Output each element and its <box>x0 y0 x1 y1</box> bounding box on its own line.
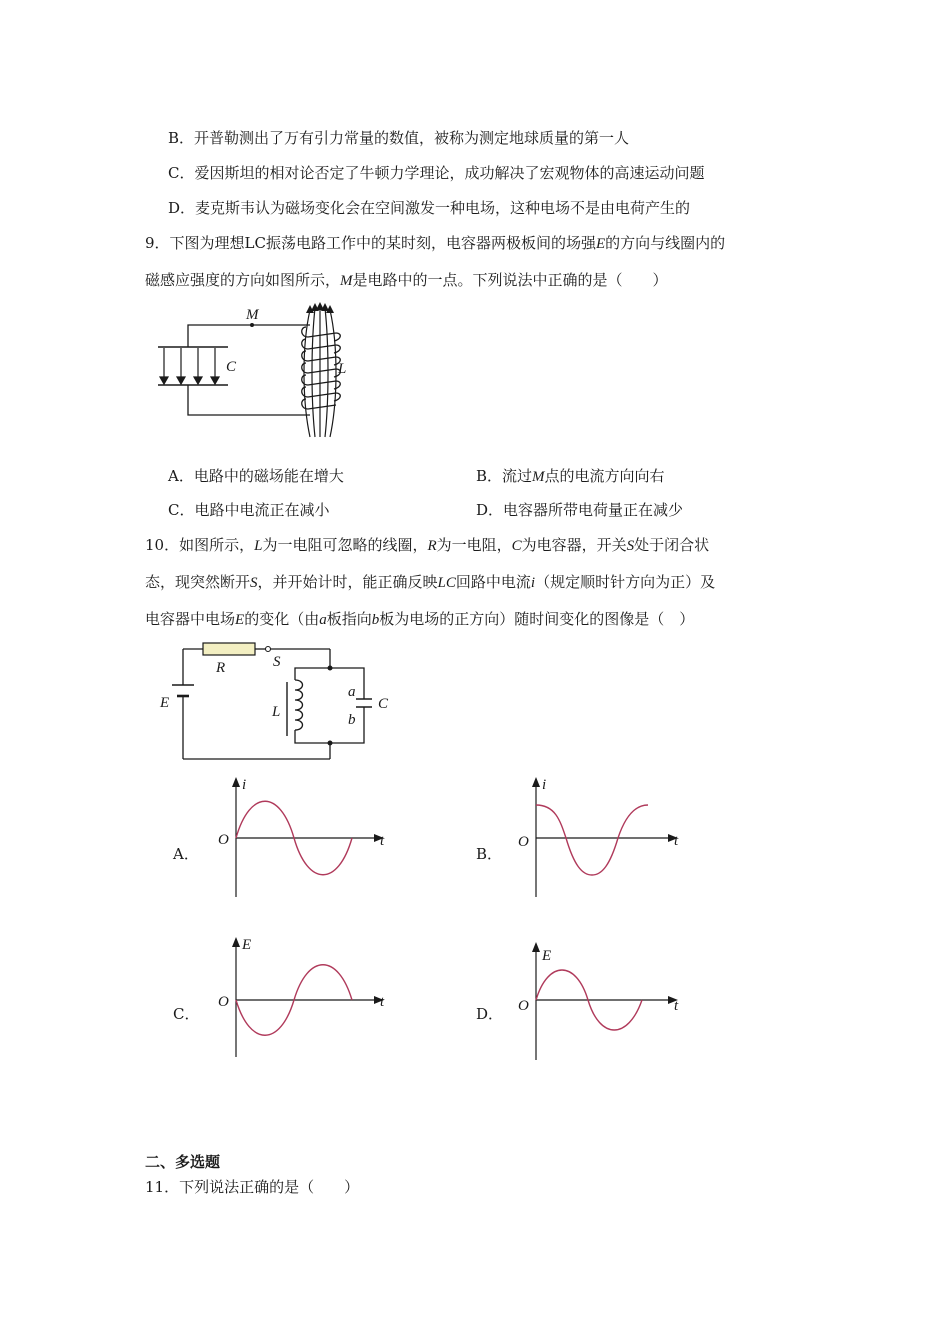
resistor-r <box>203 643 255 655</box>
graph-c-origin-label: O <box>218 994 229 1010</box>
graph-b-curve <box>536 805 648 875</box>
q9-stem-line1: 9．下图为理想LC振荡电路工作中的某时刻，电容器两极板间的场强E的方向与线圈内的 <box>145 234 726 252</box>
graph-d-yaxis-label: E <box>542 948 552 964</box>
graph-b-yaxis-label: i <box>542 777 547 793</box>
q10-label-r: R <box>216 660 226 676</box>
graph-a-origin-label: O <box>218 832 229 848</box>
q9-option-c: C．电路中电流正在减小 <box>168 501 330 519</box>
graph-a-yaxis-label: i <box>242 777 247 793</box>
q10-graph-a-label: A． <box>173 845 199 863</box>
q9-lc-circuit-figure <box>150 305 370 440</box>
q8-option-d: D．麦克斯韦认为磁场变化会在空间激发一种电场，这种电场不是由电荷产生的 <box>168 199 691 217</box>
q9-fig-label-c: C <box>226 359 237 375</box>
graph-c-xaxis-label: t <box>380 994 385 1010</box>
q10-graph-b-label: B． <box>476 845 503 863</box>
q10-graph-c-label: C． <box>173 1005 200 1023</box>
q10-graph-d <box>510 940 690 1065</box>
q9-stem-line2: 磁感应强度的方向如图所示，M是电路中的一点。下列说法中正确的是（ ） <box>145 271 668 289</box>
graph-c-yaxis-label: E <box>242 937 252 953</box>
graph-b-xaxis-label: t <box>674 833 679 849</box>
q9-option-d: D．电容器所带电荷量正在减少 <box>476 501 684 519</box>
q10-graph-a <box>210 775 390 900</box>
q10-stem-line2: 态，现突然断开S，并开始计时，能正确反映LC回路中电流i（规定顺时针方向为正）及 <box>145 573 716 591</box>
q8-option-b: B．开普勒测出了万有引力常量的数值，被称为测定地球质量的第一人 <box>168 129 630 147</box>
graph-b-origin-label: O <box>518 834 529 850</box>
q10-label-a: a <box>348 684 356 700</box>
q9-option-a: A．电路中的磁场能在增大 <box>168 467 344 485</box>
graph-d-xaxis-label: t <box>674 998 679 1014</box>
section-heading-multiple-choice: 二、多选题 <box>145 1153 221 1171</box>
q10-stem-line3: 电容器中电场E的变化（由a板指向b板为电场的正方向）随时间变化的图像是（ ） <box>145 610 695 628</box>
q11-stem: 11．下列说法正确的是（ ） <box>145 1178 360 1196</box>
graph-a-xaxis-label: t <box>380 833 385 849</box>
q10-label-b: b <box>348 712 356 728</box>
q9-option-b: B．流过M点的电流方向向右 <box>476 467 665 485</box>
q10-stem-line1: 10．如图所示，L为一电阻可忽略的线圈，R为一电阻，C为电容器，开关S处于闭合状 <box>145 536 710 554</box>
q10-label-c: C <box>378 696 389 712</box>
q10-label-s: S <box>273 654 281 670</box>
q10-label-e: E <box>160 695 170 711</box>
graph-d-origin-label: O <box>518 998 529 1014</box>
q8-option-c: C．爱因斯坦的相对论否定了牛顿力学理论，成功解决了宏观物体的高速运动问题 <box>168 164 705 182</box>
q10-label-l: L <box>272 704 281 720</box>
q10-graph-c <box>210 935 390 1060</box>
q10-circuit-figure <box>150 640 400 765</box>
q9-fig-label-m: M <box>246 307 259 323</box>
q10-graph-b <box>510 775 690 900</box>
q10-graph-d-label: D． <box>476 1005 504 1023</box>
q9-fig-label-l: L <box>338 361 347 377</box>
